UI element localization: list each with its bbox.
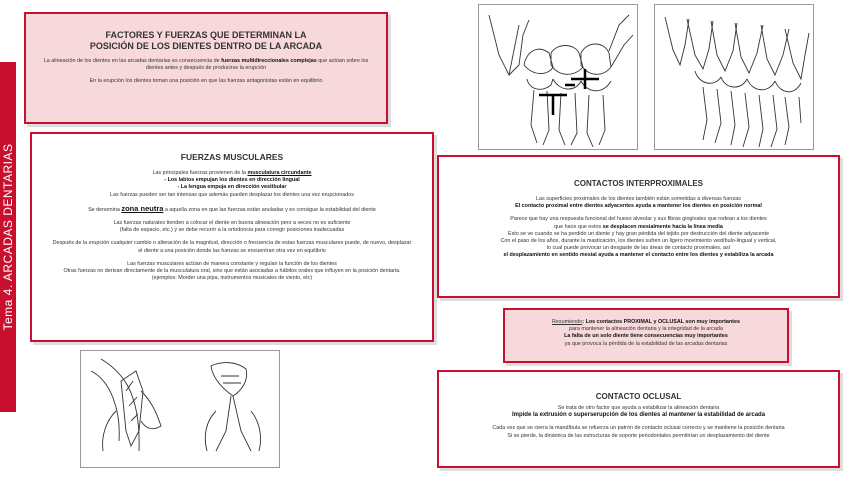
- title-paragraph-2: En la erupción los dientes toman una posición en que las fuerzas antagonistas están en equilibrio: [89, 78, 323, 85]
- fuerzas-line-2: - Los labios empujan los dientes en dirección lingual: [164, 177, 300, 184]
- oclusal-box: [437, 370, 840, 468]
- oclusal-line-1: Se trata de otro factor que ayuda a estabilizar la alineación dentaria: [557, 405, 720, 411]
- title-p1-a: La alineación de los dientes en las arcadas dentarias es consecuencia de: [43, 58, 222, 64]
- interprox-line-4: [445, 224, 832, 231]
- resumen-line-4: ya que provoca la pérdida de la estabilidad de las arcadas dentarias: [564, 340, 728, 347]
- fuerzas-l5-a: Se denomina: [88, 206, 122, 213]
- resumen-box: [503, 308, 789, 363]
- fuerzas-box: [30, 132, 434, 342]
- side-tab: [0, 62, 16, 412]
- fuerzas-line-3: - La lengua empuja en dirección vestibular: [177, 184, 287, 191]
- fuerzas-l5-b: zona neutra: [121, 203, 164, 213]
- interprox-line-2: El contacto proximal entre dientes adyacentes ayuda a mantener los dientes en posición normal: [515, 203, 762, 210]
- fuerzas-line-5: [40, 205, 424, 214]
- interprox-l4-a: que hace que estos: [554, 223, 603, 230]
- oclusal-line-4: Si se pierde, la dinámica de las estructuras de soporte periodontales permitirían un desplazamiento del diente: [507, 432, 770, 439]
- interprox-l4-b: se desplacen mesialmente hacia la línea media: [602, 223, 723, 230]
- fuerzas-l1-b: musculatura circundante: [247, 170, 312, 176]
- fuerzas-line-10: Otras fuerzas no derivan directamente de la musculatura oral, sino que están asociadas a hábitos orales que influyen en la posición dentaria. (ejemplos: Morder una pipa, instrumentos musicales de viento, etc): [63, 268, 401, 282]
- fuerzas-l5-c: a aquella zona en que las fuerzas están anuladas y es consigue la estabilidad del diente: [163, 206, 376, 213]
- title-p1-b: fuerzas multidireccionales complejas: [221, 58, 317, 64]
- title-paragraph-1: [36, 58, 376, 72]
- resumen-line-3: La falta de un solo diente tiene consecuencias muy importantes: [564, 333, 728, 340]
- fuerzas-line-7: (falta de espacio, etc.) y se debe recurrir a la ortodoncia para corregir posiciones inadecuadas: [119, 227, 345, 234]
- oclusal-line-2: Impide la extrusión o superserupción de los dientes al mantener la estabilidad de arcada: [511, 412, 766, 419]
- fuerzas-line-4: Las fuerzas pueden ser tan intensas que además pueden desplazar los dientes una vez erupcionados: [110, 191, 354, 198]
- resumen-l1: : Los contactos PROXIMAL y OCLUSAL son muy importantes: [582, 319, 740, 325]
- dental-arch-contacts-illustration: [478, 4, 638, 150]
- fuerzas-line-6: Las fuerzas naturales tienden a colocar el diente en buena alineación pero a veces no es suficiente: [113, 220, 351, 227]
- interproximales-title: CONTACTOS INTERPROXIMALES: [573, 179, 704, 188]
- title-line-1: FACTORES Y FUERZAS QUE DETERMINAN LA: [105, 30, 307, 40]
- interprox-line-3: Parece que hay una respuesta funcional del hueso alveolar y sus fibras gingivales que rodean a los dientes: [510, 216, 767, 223]
- interprox-line-6: Con el paso de los años, durante la masticación, los dientes sufren un ligero movimiento vestíbulo-lingual y vertical,: [500, 238, 777, 245]
- fuerzas-line-1: [40, 170, 424, 177]
- fuerzas-title: FUERZAS MUSCULARES: [180, 152, 284, 162]
- side-tab-label: Tema 4. ARCADAS DENTARIAS: [1, 143, 15, 331]
- interprox-line-8: el desplazamiento en sentido mesial ayuda a mantener el contacto entre los dientes y estabiliza la arcada: [503, 252, 774, 259]
- title-p1-c: que actúan sobre los dientes antes y después de producirse la erupción: [145, 58, 369, 72]
- oclusal-title: CONTACTO OCLUSAL: [595, 392, 682, 401]
- resumen-label: Resumiendo: [552, 319, 583, 325]
- interproximales-box: [437, 155, 840, 298]
- title-box: [24, 12, 388, 124]
- fuerzas-line-9: Las fuerzas musculares actúan de manera constante y regulan la función de los dientes: [127, 260, 337, 267]
- interprox-line-5: Esto se ve cuando se ha perdido un diente y hay gran pérdida del tejido por destrucción del diente adyacente: [507, 230, 770, 237]
- interprox-line-7: lo cual puede provocar un desgaste de las áreas de contacto proximales, así: [546, 245, 731, 252]
- teeth-alignment-illustration: [654, 4, 814, 150]
- fuerzas-line-8: Después de la erupción cualquier cambio o alteración de la magnitud, dirección o frecuencia de estas fuerzas musculares puede, de nuevo, desplazar el diente a una posición donde las fuerzas se encuentran otra vez en equilibrio: [52, 240, 412, 254]
- resumen-line-1: [509, 319, 783, 326]
- interprox-line-1: Las superficies proximales de los dientes también están sometidas a diversas fuerzas: [536, 196, 741, 202]
- resumen-line-2: para mantener la alineación dentaria y la integridad de la arcada: [569, 326, 723, 333]
- tooth-section-illustration: [80, 350, 280, 468]
- fuerzas-l1-a: Las principales fuerzas provienen de la: [152, 170, 248, 176]
- title-line-2: POSICIÓN DE LOS DIENTES DENTRO DE LA ARCADA: [89, 41, 323, 51]
- oclusal-line-3: Cada vez que se cierra la mandíbula se refuerza un patrón de contacto oclusal correcto y se mantiene la posición dentaria: [492, 425, 785, 432]
